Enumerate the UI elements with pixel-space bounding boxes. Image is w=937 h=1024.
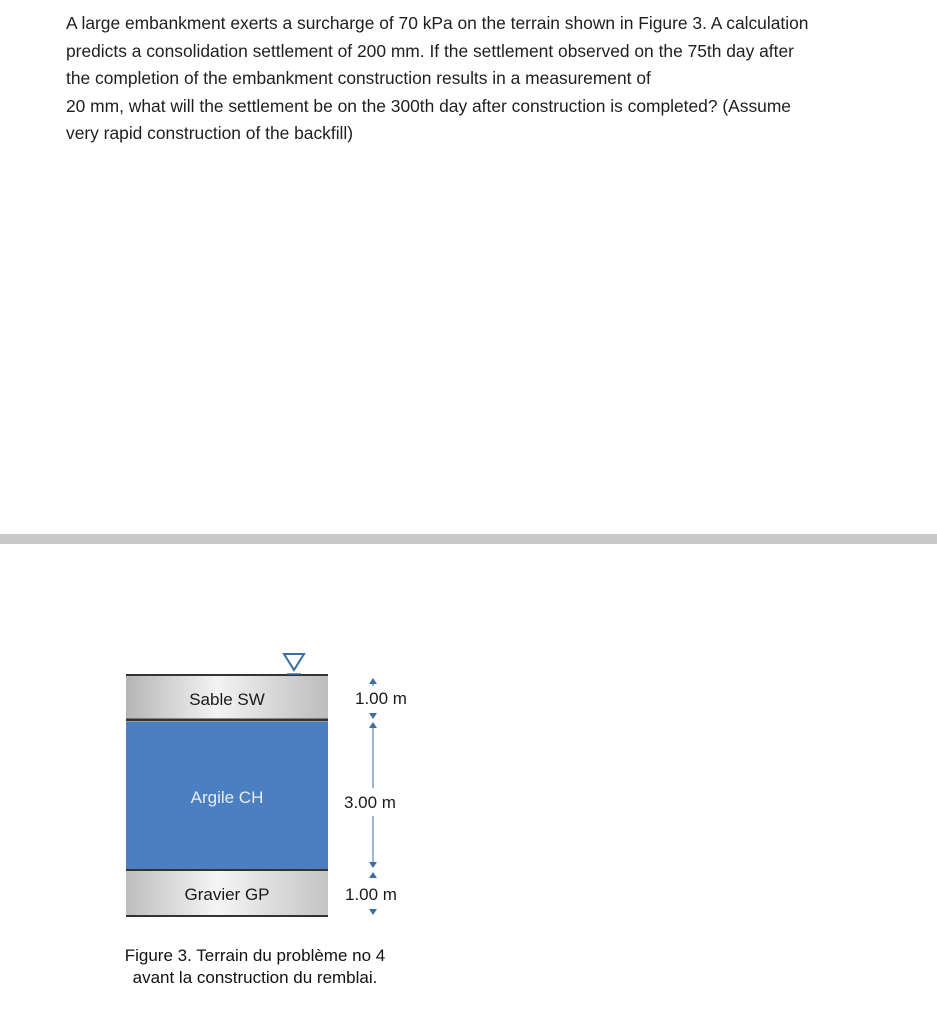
question-line: 20 mm, what will the settlement be on the 300th day after construction is completed? (Assume (66, 95, 791, 116)
question-line: the completion of the embankment construction results in a measurement of (66, 68, 651, 88)
layer-label-sand: Sable SW (189, 690, 265, 709)
thickness-label-clay: 3.00 m (344, 793, 396, 812)
layer-label-gravel: Gravier GP (184, 885, 270, 904)
question-line: predicts a consolidation settlement of 200 mm. If the settlement observed on the 75th day after (66, 40, 794, 61)
thickness-label-sand: 1.00 m (355, 689, 407, 708)
water-table-triangle-icon (284, 654, 304, 674)
caption-line: avant la construction du remblai. (132, 968, 378, 987)
figure-caption (90, 945, 420, 989)
layer-label-clay: Argile CH (190, 788, 264, 807)
question-line: A large embankment exerts a surcharge of 70 kPa on the terrain shown in Figure 3. A calculation (66, 13, 809, 33)
thickness-label-gravel: 1.00 m (345, 885, 397, 904)
question-line: very rapid construction of the backfill) (66, 123, 354, 143)
caption-line: Figure 3. Terrain du problème no 4 (124, 946, 386, 965)
